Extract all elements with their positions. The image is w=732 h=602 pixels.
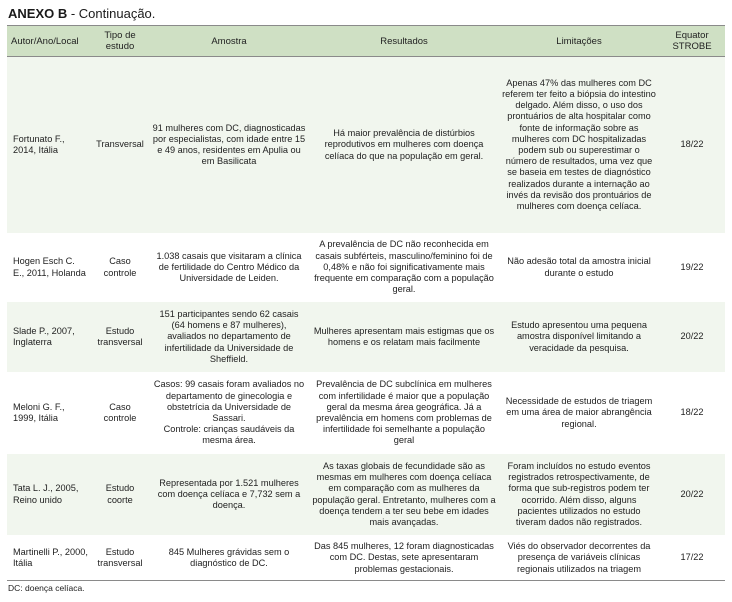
cell-resultados: Há maior prevalência de distúrbios reprodutivos em mulheres com doença celíaca do que na população em geral. xyxy=(309,57,499,234)
cell-strobe: 18/22 xyxy=(659,373,725,454)
cell-strobe: 19/22 xyxy=(659,234,725,302)
cell-limitacoes: Necessidade de estudos de triagem em uma área de maior abrangência regional. xyxy=(499,373,659,454)
cell-tipo: Caso controle xyxy=(91,373,149,454)
table-row xyxy=(7,454,725,536)
cell-amostra: Representada por 1.521 mulheres com doença celíaca e 7,732 sem a doença. xyxy=(149,454,309,536)
table-row xyxy=(7,302,725,373)
cell-autor: Hogen Esch C. E., 2011, Holanda xyxy=(7,234,91,302)
header-limitacoes: Limitações xyxy=(499,26,659,57)
title-suffix: - Continuação. xyxy=(67,6,156,21)
cell-limitacoes: Apenas 47% das mulheres com DC referem ter feito a biópsia do intestino delgado. Além disso, o uso dos prontuários de alta hospitalar como fonte de informação sobre as mulheres com DC hospitalizadas podem sub ou superestimar o número de resultados, uma vez que se baseia em testes de diagnóstico realizados durante a internação ao invés da revisão dos prontuários de mulheres com doença celíaca. xyxy=(499,57,659,234)
table-row xyxy=(7,57,725,234)
cell-amostra: 845 Mulheres grávidas sem o diagnóstico de DC. xyxy=(149,536,309,581)
cell-resultados: Mulheres apresentam mais estigmas que os homens e os relatam mais facilmente xyxy=(309,302,499,373)
cell-autor: Meloni G. F., 1999, Itália xyxy=(7,373,91,454)
header-amostra: Amostra xyxy=(149,26,309,57)
cell-strobe: 20/22 xyxy=(659,302,725,373)
cell-strobe: 18/22 xyxy=(659,57,725,234)
table-row xyxy=(7,536,725,581)
cell-autor: Tata L. J., 2005, Reino unido xyxy=(7,454,91,536)
cell-amostra: 91 mulheres com DC, diagnosticadas por especialistas, com idade entre 15 e 49 anos, residentes em Apulia ou em Basilicata xyxy=(149,57,309,234)
title-label: ANEXO B xyxy=(8,6,68,21)
footnote: DC: doença celíaca. xyxy=(8,583,85,593)
header-autor: Autor/Ano/Local xyxy=(7,26,91,57)
table-row xyxy=(7,234,725,302)
cell-autor: Slade P., 2007, Inglaterra xyxy=(7,302,91,373)
cell-tipo: Estudo transversal xyxy=(91,302,149,373)
cell-autor: Fortunato F., 2014, Itália xyxy=(7,57,91,234)
cell-limitacoes: Estudo apresentou uma pequena amostra disponível limitando a veracidade da pesquisa. xyxy=(499,302,659,373)
cell-amostra: 1.038 casais que visitaram a clínica de fertilidade do Centro Médico da Universidade de Leiden. xyxy=(149,234,309,302)
cell-limitacoes: Não adesão total da amostra inicial durante o estudo xyxy=(499,234,659,302)
header-tipo: Tipo de estudo xyxy=(91,26,149,57)
cell-limitacoes: Viés do observador decorrentes da presença de variáveis clínicas regionais utilizados na triagem xyxy=(499,536,659,581)
cell-autor: Martinelli P., 2000, Itália xyxy=(7,536,91,581)
cell-resultados: Das 845 mulheres, 12 foram diagnosticadas com DC. Destas, sete apresentaram problemas gestacionais. xyxy=(309,536,499,581)
cell-resultados: Prevalência de DC subclínica em mulheres com infertilidade é maior que a população geral da mesma área geográfica. Já a prevalência em homens com problemas de infertilidade foi semelhante a população geral xyxy=(309,373,499,454)
cell-limitacoes: Foram incluídos no estudo eventos registrados retrospectivamente, de forma que sub-registros podem ter ocorrido. Além disso, alguns pacientes utilizados no estudo tiveram dados não registrados. xyxy=(499,454,659,536)
cell-strobe: 17/22 xyxy=(659,536,725,581)
table-header-row xyxy=(7,26,725,57)
cell-amostra: 151 participantes sendo 62 casais (64 homens e 87 mulheres), avaliados no departamento de infertilidade da Universidade de Sheffield. xyxy=(149,302,309,373)
cell-strobe: 20/22 xyxy=(659,454,725,536)
annex-table-container xyxy=(7,25,725,581)
cell-resultados: A prevalência de DC não reconhecida em casais subférteis, masculino/feminino foi de 0,48% e não foi significativamente mais frequente em comparação com a população geral. xyxy=(309,234,499,302)
cell-tipo: Estudo transversal xyxy=(91,536,149,581)
cell-tipo: Estudo coorte xyxy=(91,454,149,536)
table-row xyxy=(7,373,725,454)
header-strobe: Equator STROBE xyxy=(659,26,725,57)
page-title xyxy=(8,6,155,22)
cell-tipo: Transversal xyxy=(91,57,149,234)
cell-amostra: Casos: 99 casais foram avaliados no departamento de ginecologia e obstetrícia da Universidade de Sassari. Controle: crianças saudáveis da mesma área. xyxy=(149,373,309,454)
cell-resultados: As taxas globais de fecundidade são as mesmas em mulheres com doença celíaca em comparação com as mulheres da população geral. Entretanto, mulheres com a doença tendem a ter seu bebe em idades mais avançadas. xyxy=(309,454,499,536)
header-resultados: Resultados xyxy=(309,26,499,57)
cell-tipo: Caso controle xyxy=(91,234,149,302)
annex-table xyxy=(7,25,725,581)
